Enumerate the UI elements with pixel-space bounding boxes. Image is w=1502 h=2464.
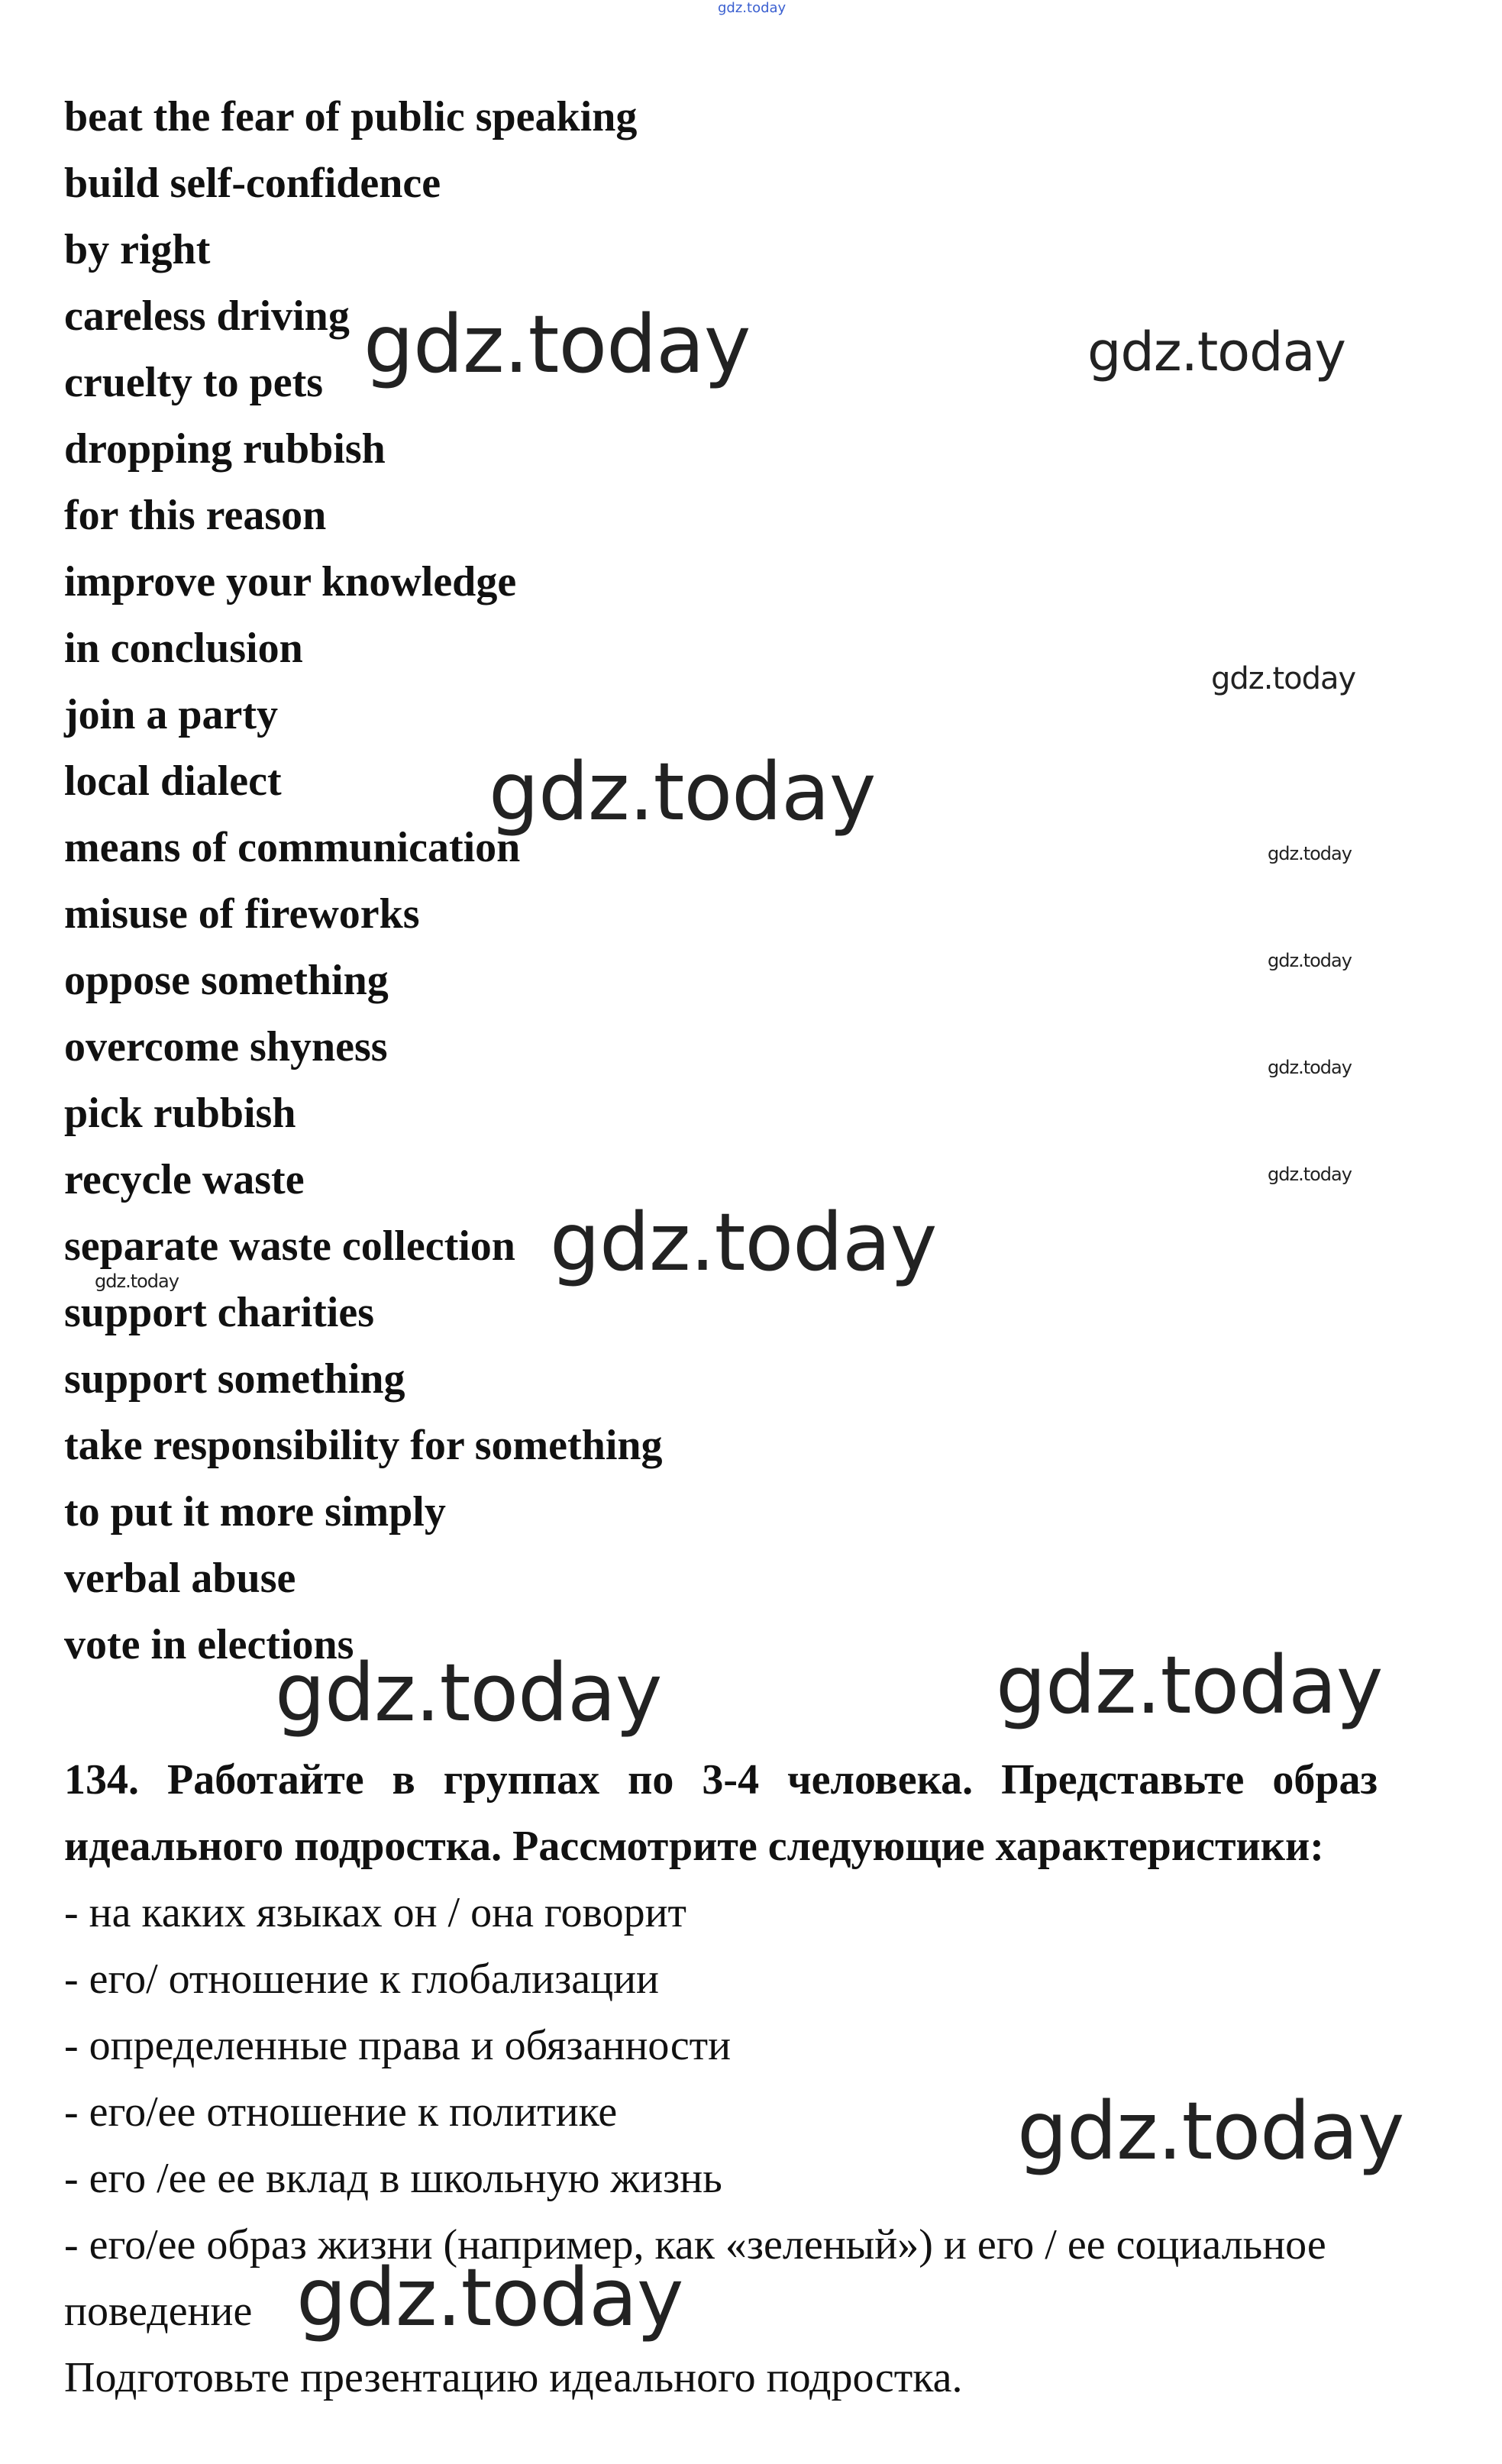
phrase-item: pick rubbish (64, 1090, 296, 1137)
characteristic-item: - его/ее отношение к политике (64, 2088, 618, 2136)
phrase-item: to put it more simply (64, 1488, 446, 1536)
phrase-item: misuse of fireworks (64, 890, 420, 938)
phrase-item: local dialect (64, 757, 282, 805)
phrase-item: improve your knowledge (64, 558, 517, 606)
characteristic-item: - его/ отношение к глобализации (64, 1955, 660, 2003)
phrase-item: join a party (64, 691, 278, 738)
watermark: gdz.today (1268, 950, 1352, 971)
closing-instruction: Подготовьте презентацию идеального подростка. (64, 2354, 963, 2401)
phrase-item: careless driving (64, 292, 350, 340)
watermark: gdz.today (1017, 2085, 1404, 2178)
phrase-item: recycle waste (64, 1156, 305, 1203)
phrase-item: overcome shyness (64, 1023, 388, 1071)
characteristic-item: - его/ее образ жизни (например, как «зеленый») и его / ее социальное поведение (64, 2221, 1326, 2335)
watermark: gdz.today (1087, 321, 1345, 383)
watermark: gdz.today (1268, 843, 1352, 864)
characteristic-item: - на каких языках он / она говорит (64, 1889, 687, 1936)
characteristic-item: - определенные права и обязанности (64, 2022, 732, 2069)
phrase-item: beat the fear of public speaking (64, 93, 638, 140)
phrase-item: means of communication (64, 824, 521, 871)
phrase-item: in conclusion (64, 625, 303, 672)
phrase-item: take responsibility for something (64, 1422, 663, 1469)
phrase-item: for this reason (64, 492, 327, 539)
watermark: gdz.today (95, 1271, 179, 1292)
watermark: gdz.today (1268, 1164, 1352, 1185)
exercise-title: 134. Работайте в группах по 3-4 человека. Представьте образ идеального подростка. Рассмотрите следующие характеристики: (64, 1756, 1378, 1870)
characteristic-item: - его /ее ее вклад в школьную жизнь (64, 2155, 722, 2202)
watermark: gdz.today (550, 1196, 937, 1289)
watermark: gdz.today (363, 298, 751, 391)
watermark: gdz.today (275, 1646, 662, 1739)
phrase-item: separate waste collection (64, 1222, 515, 1270)
phrase-item: dropping rubbish (64, 425, 386, 473)
exercise-134 (64, 1747, 1378, 2411)
phrase-item: build self-confidence (64, 160, 441, 207)
phrase-item: vote in elections (64, 1621, 354, 1668)
phrase-item: by right (64, 226, 211, 273)
site-mark: gdz.today (718, 0, 787, 16)
phrase-item: oppose something (64, 957, 389, 1004)
phrase-item: support something (64, 1355, 405, 1403)
watermark: gdz.today (996, 1639, 1383, 1732)
phrase-item: verbal abuse (64, 1555, 296, 1602)
watermark: gdz.today (1268, 1057, 1352, 1078)
watermark: gdz.today (1211, 661, 1356, 696)
phrase-item: support charities (64, 1289, 374, 1336)
watermark: gdz.today (296, 2251, 683, 2344)
phrase-item: cruelty to pets (64, 359, 324, 406)
watermark: gdz.today (489, 745, 876, 838)
